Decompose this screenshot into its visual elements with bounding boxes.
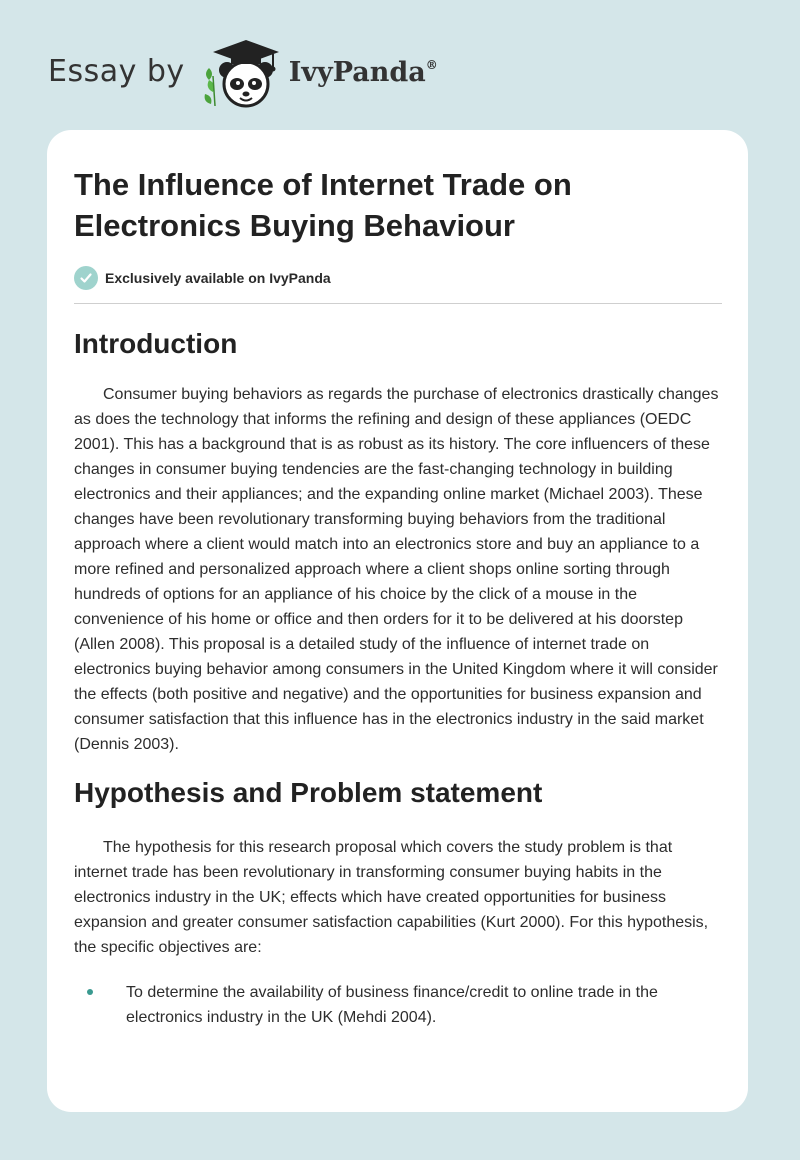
bullet-icon (87, 989, 93, 995)
section-heading-introduction: Introduction (74, 328, 238, 359)
list-item (74, 980, 722, 1030)
section-heading-hypothesis: Hypothesis and Problem statement (74, 777, 543, 808)
panda-graduate-icon[interactable] (199, 36, 285, 112)
check-icon (74, 266, 98, 290)
list-item-text: To determine the availability of business finance/credit to online trade in the electronics industry in the UK (Mehdi 2004). (126, 984, 658, 1026)
article-card (47, 130, 748, 1112)
site-header (48, 34, 438, 114)
objectives-list (74, 980, 722, 1030)
exclusive-label: Exclusively available on IvyPanda (105, 270, 331, 286)
article-title: The Influence of Internet Trade on Electronics Buying Behaviour (74, 167, 572, 243)
registered-mark: ® (425, 57, 438, 72)
hypothesis-paragraph: The hypothesis for this research proposal which covers the study problem is that internet trade has been revolutionary in transforming consumer buying habits in the electronics industry in the UK; effects which have created opportunities for business expansion and greater consumer satisfaction capabilities (Kurt 2000). For this hypothesis, the specific objectives are: (74, 839, 709, 956)
brand-name[interactable]: IvyPanda® (288, 56, 438, 88)
essay-by-label: Essay by (48, 53, 185, 89)
exclusive-badge (74, 266, 722, 290)
divider (74, 303, 722, 304)
introduction-paragraph: Consumer buying behaviors as regards the purchase of electronics drastically changes as does the technology that informs the refining and design of these appliances (OEDC 2001). This has a background that is as robust as its history. The core influencers of these changes in consumer buying tendencies are the fast-changing technology in building electronics and their appliances; and the expanding online market (Michael 2003). These changes have been revolutionary transforming buying behaviors from the traditional approach where a client would match into an electronics store and buy an appliance to a more refined and personalized approach where a client shops online sorting through hundreds of options for an appliance of his choice by the click of a mouse in the convenience of his home or office and then orders for it to be delivered at his doorstep (Allen 2008). This proposal is a detailed study of the influence of internet trade on electronics buying behavior among consumers in the United Kingdom where it will consider the effects (both positive and negative) and the opportunities for business expansion and consumer satisfaction that this influence has in the electronics industry in the said market (Dennis 2003). (74, 386, 719, 753)
